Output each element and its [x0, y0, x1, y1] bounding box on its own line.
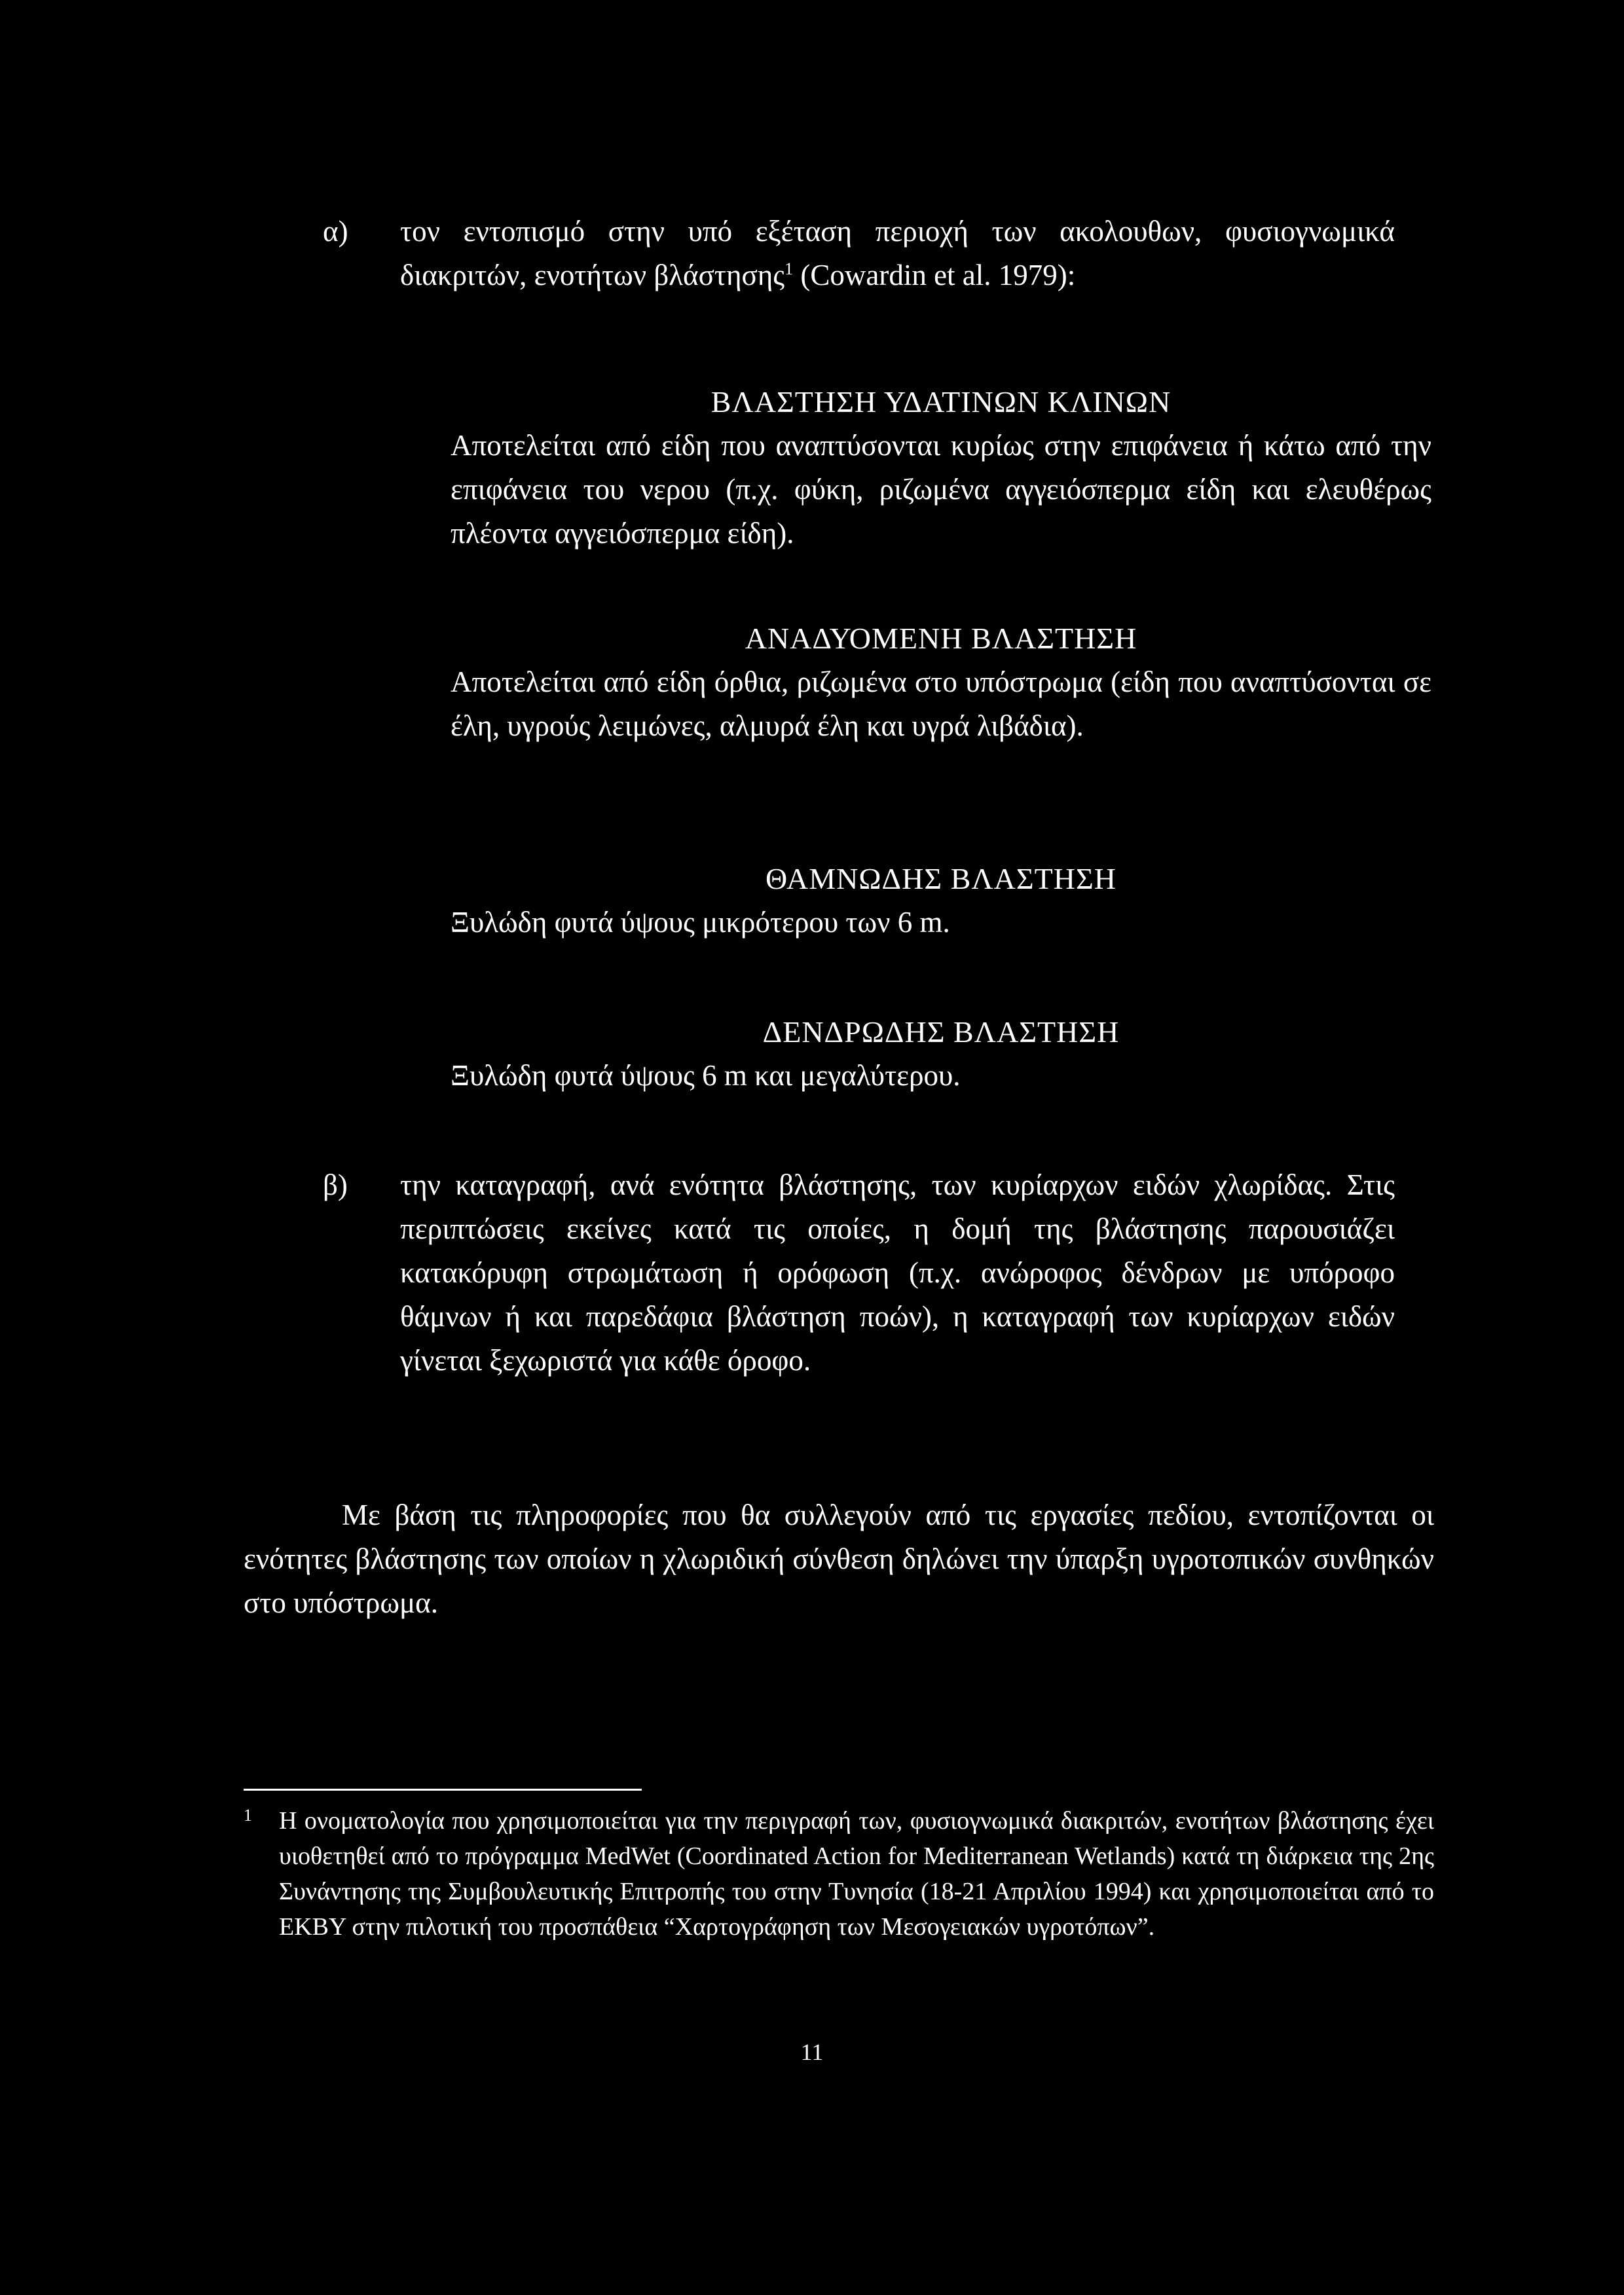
list-item-a-text	[323, 210, 1395, 297]
body-paragraph: Με βάση τις πληροφορίες που θα συλλεγούν από τις εργασίες πεδίου, εντοπίζονται οι ενότητες βλάστησης των οποίων η χλωριδική σύνθεση δηλώνει την ύπαρξη υγροτοπικών συνθηκών στο υπόστρωμα.	[244, 1499, 1434, 1619]
list-marker-b: β)	[323, 1168, 348, 1201]
section-body: Αποτελείται από είδη όρθια, ριζωμένα στο υπόστρωμα (είδη που αναπτύσονται σε έλη, υγρούς λειμώνες, αλμυρά έλη και υγρά λιβάδια).	[451, 665, 1431, 742]
list-marker-a: α)	[323, 215, 348, 248]
footnote-marker: 1	[244, 1806, 252, 1825]
footnote-text: Η ονοματολογία που χρησιμοποιείται για την περιγραφή των, φυσιογνωμικά διακριτών, ενοτήτων βλάστησης έχει υιοθετηθεί από το πρόγραμμα MedWet (Coordinated Action for Mediterranean Wetlands) κατά τη διάρκεια της 2ης Συνάντησης της Συμβουλευτικής Επιτροπής του στην Τυνησία (18-21 Απριλίου 1994) και χρησιμοποιείται από το ΕΚΒΥ στην πιλοτική του προσπάθεια “Χαρτογράφηση των Μεσογειακών υγροτόπων”.	[279, 1807, 1434, 1941]
section-heading: ΘΑΜΝΩΔΗΣ ΒΛΑΣΤΗΣΗ	[766, 862, 1116, 895]
section-heading: ΔΕΝΔΡΩΔΗΣ ΒΛΑΣΤΗΣΗ	[762, 1015, 1120, 1049]
list-item-a	[323, 210, 1395, 297]
list-item-b	[323, 1163, 1395, 1383]
section-shrub	[451, 857, 1431, 944]
section-heading: ΑΝΑΔΥΟΜΕΝΗ ΒΛΑΣΤΗΣΗ	[745, 622, 1137, 655]
footnote-reference: 1	[784, 259, 794, 278]
list-item-b-text: την καταγραφή, ανά ενότητα βλάστησης, των κυρίαρχων ειδών χλωρίδας. Στις περιπτώσεις εκείνες κατά τις οποίες, η δομή της βλάστησης παρουσιάζει κατακόρυφη στρωμάτωση ή ορόφωση (π.χ. ανώροφος δένδρων με υπόροφο θάμνων ή και παρεδάφια βλάστηση ποών), η καταγραφή των κυρίαρχων ειδών γίνεται ξεχωριστά για κάθε όροφο.	[400, 1168, 1395, 1377]
section-body: Ξυλώδη φυτά ύψους μικρότερου των 6 m.	[451, 906, 950, 939]
section-heading: ΒΛΑΣΤΗΣΗ ΥΔΑΤΙΝΩΝ ΚΛΙΝΩΝ	[710, 385, 1172, 419]
footnote-separator	[244, 1789, 642, 1791]
list-item-a-text-main: τον εντοπισμό στην υπό εξέταση περιοχή των ακολουθων, φυσιογνωμικά διακριτών, ενοτήτων βλάστησης	[400, 215, 1395, 291]
page-number: 11	[800, 2039, 824, 2065]
list-item-a-text-citation: (Cowardin et al. 1979):	[793, 259, 1076, 291]
section-body: Αποτελείται από είδη που αναπτύσονται κυρίως στην επιφάνεια ή κάτω από την επιφάνεια του νερου (π.χ. φύκη, ριζωμένα αγγειόσπερμα είδη και ελευθέρως πλέοντα αγγειόσπερμα είδη).	[451, 429, 1431, 550]
section-forested	[451, 1010, 1431, 1098]
section-emergent	[451, 616, 1431, 748]
section-body: Ξυλώδη φυτά ύψους 6 m και μεγαλύτερου.	[451, 1059, 961, 1092]
section-aquatic-bed	[451, 380, 1431, 555]
footnote	[244, 1803, 1434, 1945]
